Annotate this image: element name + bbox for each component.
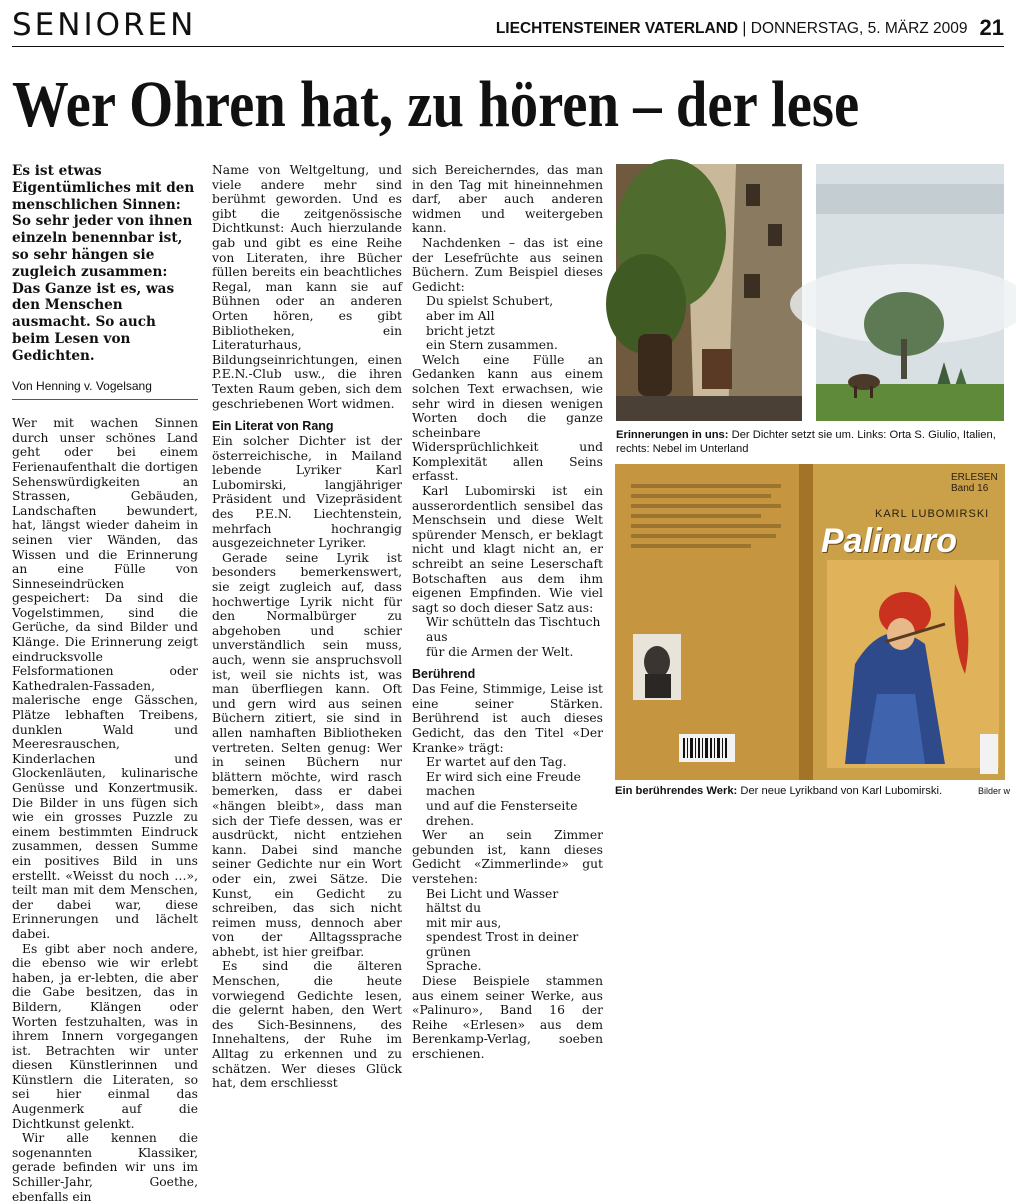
book-author: KARL LUBOMIRSKI (875, 508, 990, 520)
poem-line: spendest Trost in deiner grünen (426, 930, 579, 959)
issue-date: DONNERSTAG, 5. MÄRZ 2009 (750, 20, 968, 37)
poem-line: bricht jetzt (426, 323, 495, 338)
poem-line: und auf die Fensterseite drehen. (426, 798, 578, 828)
book-band: Band 16 (951, 483, 989, 494)
article-column-1 (12, 163, 198, 1204)
poem-2 (426, 615, 603, 659)
article-column-3 (412, 163, 603, 1062)
paragraph: Gerade seine Lyrik ist besonders bemerkenswert, sie zeigt zugleich auf, dass hochwertige Lyrik nicht für den Normalbürger zu abgehoben und schier unverständlich sein muss, auch, wenn sie anspruchsvoll ist, weil sie nichts ist, was man überfliegen kann. Oft und gern wird aus seinen Büchern zitiert, sie sind in allen namhaften Bibliotheken vertreten. Selten genug: Wer in seinen Büchern nur blättern möchte, wird rasch bemerken, dass er dabei «hängen bleibt», dass man sich der Tiefe dessen, was er ausdrückt, nicht entziehen kann. Dabei sind manche seiner Gedichte nur ein Wort oder ein, zwei Sätze. Die Kunst, ein Gedicht zu schreiben, das sich nicht reimen muss, dennoch aber von der Alltagssprache abhebt, ist hier greifbar. (212, 550, 402, 959)
byline: Von Henning v. Vogelsang (12, 379, 198, 401)
paragraph: Ein solcher Dichter ist der österreichische, in Mailand lebende Lyriker Karl Lubomirski, langjähriger Präsident und Vizepräsident des P.E.N. Liechtenstein, mehrfach hochrangig ausgezeichneter Lyriker. (212, 434, 402, 551)
paragraph: Nachdenken – das ist eine der Lesefrüchte aus seinen Büchern. Zum Beispiel dieses Gedicht: (412, 235, 603, 294)
masthead-separator: | (738, 20, 751, 37)
alley-illustration (616, 164, 802, 421)
poem-line: ein Stern zusammen. (426, 338, 558, 353)
photo-caption-2 (615, 784, 975, 798)
poem-line: für die Armen der Welt. (426, 644, 574, 659)
publication-name: LIECHTENSTEINER VATERLAND (495, 20, 739, 37)
poem-line: Wir schütteln das Tischtuch aus (426, 615, 601, 644)
subheading: Berührend (412, 667, 476, 682)
poem-line: Sprache. (426, 959, 482, 974)
article-column-2 (212, 163, 402, 1091)
fog-illustration (816, 164, 1004, 421)
paragraph: Wer an sein Zimmer gebunden ist, kann dieses Gedicht «Zimmerlinde» gut verstehen: (412, 828, 603, 886)
masthead-info (495, 15, 1004, 40)
photo-fog-landscape (816, 164, 1004, 421)
caption-text: Der Dichter setzt sie um. Links: Orta S. Giulio, Italien, rechts: Nebel im Unterland (616, 429, 996, 455)
paragraph: Es gibt aber noch andere, die ebenso wie wir erlebt haben, ja er-lebten, die aber die Gabe besitzen, das in Bildern, Klängen oder Worten festzuhalten, was in ihrem Innern vorgegangen ist. Betrachten wir unter diesen Künstlerinnen und Künstlern die Literaten, so sei hier einmal das Augenmerk auf die Dichtkunst gelenkt. (12, 941, 198, 1131)
header-rule (12, 46, 1004, 47)
photo-caption-1 (616, 428, 1004, 456)
poem-line: Bei Licht und Wasser (426, 886, 559, 901)
article-lead: Es ist etwas Eigentümliches mit den menschlichen Sinnen: So sehr jeder von ihnen einzeln benennbar ist, so sehr hängen sie zugleich zusammen: Das Ganze ist es, was den Menschen ausmacht. So auch beim Lesen von Gedichten. (12, 163, 195, 364)
caption-label: Erinnerungen in uns: (616, 429, 729, 441)
book-series: ERLESEN (951, 472, 998, 483)
paragraph: Wer mit wachen Sinnen durch unser schönes Land geht oder bei einem Ferienaufenthalt die dortigen Sehenswürdigkeiten an Strassen, Gebäuden, Landschaften bewundert, hat, längst wieder daheim in seinen vier Wänden, das Wissen und die Erinnerung an eine Fülle von Sinneseindrücken gespeichert: Da sind die Vogelstimmen, sind die Gerüche, da sind Bilder und Klänge. Die Erinnerung zeigt eindrucksvolle Felsformationen oder Kathedralen-Fassaden, malerische enge Gässchen, Plätze lebhaften Treibens, dunklen Wald und Meeresrauschen, Kinderlachen und Glockenläuten, kulinarische Genüsse und Konzertmusik. Die Bilder in uns fügen sich wie ein grosses Puzzle zu einem bestimmten Eindruck zusammen, dessen Summe ein positives Bild in uns erstellt. «Weisst du noch …», teilt man mit dem Menschen, der dabei war, diese Erinnerungen und lächelt dabei. (12, 416, 198, 941)
poem-3 (426, 755, 603, 828)
poem-1 (426, 294, 603, 352)
caption-label: Ein berührendes Werk: (615, 785, 738, 797)
photo-alley (616, 164, 802, 421)
poem-4 (426, 887, 603, 975)
paragraph: Diese Beispiele stammen aus einem seiner Werke, aus «Palinuro», Band 16 der Reihe «Erlesen» aus dem Berenkamp-Verlag, soeben erschienen. (412, 974, 603, 1062)
book-series-block (951, 472, 998, 494)
paragraph: Wir alle kennen die sogenannten Klassiker, gerade befinden wir uns im Schiller-Jahr, Goethe, ebenfalls ein (12, 1131, 198, 1204)
paragraph: sich Bereicherndes, das man in den Tag mit hineinnehmen darf, aber auch anderen widmen und weitergeben kann. (412, 163, 603, 236)
headline: Wer Ohren hat, zu hören – der lese (12, 68, 860, 141)
section-title: SENIOREN (12, 7, 197, 43)
paragraph: Es sind die älteren Menschen, die heute vorwiegend Gedichte lesen, die gelernt haben, den Wert des Sich-Besinnens, des Innehaltens, der Ruhe im Alltag zu erkennen und zu schätzen. Wer dieses Glück hat, dem erschliesst (212, 959, 402, 1091)
paragraph: Das Feine, Stimmige, Leise ist eine seiner Stärken. Berührend ist auch dieses Gedicht, das den Titel «Der Kranke» trägt: (412, 682, 603, 755)
paragraph: Karl Lubomirski ist ein ausserordentlich sensibel das Menschsein und diese Welt spürender Mensch, er beklagt nicht und klagt nicht an, er schreibt an seine Leserschaft Botschaften aus dem ihm eigenen Empfinden. Wie viel sagt so doch dieser Satz aus: (412, 484, 603, 615)
subheading: Ein Literat von Rang (212, 419, 334, 434)
poem-line: Er wartet auf den Tag. (426, 755, 567, 770)
poem-line: Er wird sich eine Freude machen (426, 769, 581, 799)
poem-line: hältst du (426, 901, 482, 916)
paragraph: Name von Weltgeltung, und viele andere mehr sind berühmt geworden. Und es gibt die zeitgenössische Dichtkunst: Auch hierzulande gab und gibt es eine Reihe von Literaten, ihre Bücher füllen bereits ein beachtliches Regal, man kann sie auf Bühnen oder an anderen Orten hören, es gibt Bibliotheken, ein Literaturhaus, Bildungseinrichtungen, einen P.E.N.-Club usw., die ihren Texten Raum geben, sich dem geschriebenen Wort widmen. (212, 163, 402, 411)
caption-text: Der neue Lyrikband von Karl Lubomirski. (737, 785, 943, 797)
poem-line: aber im All (426, 308, 495, 323)
paragraph: Welch eine Fülle an Gedanken kann aus einem solchen Text erwachsen, wie sehr wird in diesen wenigen Worten doch die ganze scheinbare Widersprüchlichkeit und Komplexität allen Seins erfasst. (412, 352, 603, 484)
poem-line: mit mir aus, (426, 915, 502, 930)
poem-line: Du spielst Schubert, (426, 294, 554, 309)
book-title: Palinuro (821, 522, 958, 560)
page-number: 21 (979, 15, 1004, 40)
photo-book-palinuro (615, 464, 1005, 780)
photo-credit: Bilder w (978, 786, 1011, 796)
